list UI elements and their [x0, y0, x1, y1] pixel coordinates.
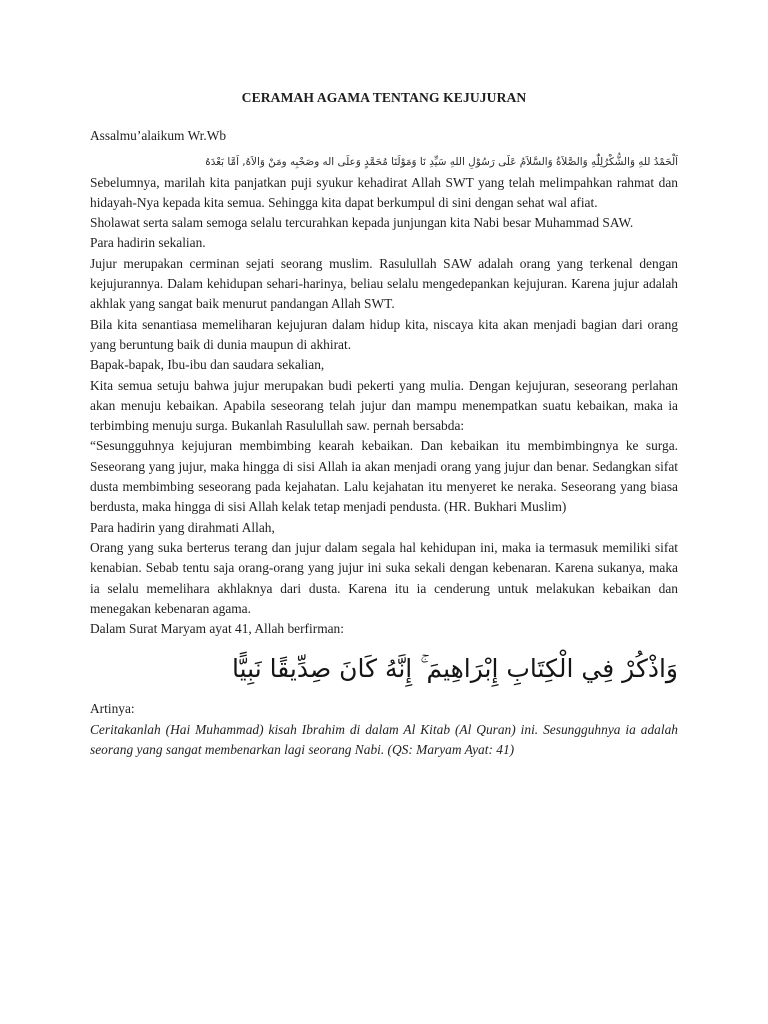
- paragraph-address-1: Para hadirin sekalian.: [90, 235, 206, 251]
- translation-text: Ceritakanlah (Hai Muhammad) kisah Ibrahim di dalam Al Kitab (Al Quran) ini. Sesungguhnya ia adalah seorang yang sangat membenarkan lagi seorang Nabi. (QS: Maryam Ayat: 41): [90, 721, 678, 758]
- paragraph-budi-pekerti: Kita semua setuju bahwa jujur merupakan budi pekerti yang mulia. Dengan kejujuran, seseorang perlahan akan menuju kebaikan. Apabila seseorang telah jujur dan mampu menempatkan suatu kebaikan, maka ia terbimbing menuju surga. Bukanlah Rasulullah saw. pernah bersabda:: [90, 377, 678, 434]
- paragraph-hadith-quote: “Sesungguhnya kejujuran membimbing kearah kebaikan. Dan kebaikan itu membimbingnya ke surga. Seseorang yang jujur, maka hingga di sisi Allah ia akan menjadi orang yang jujur dan benar. Sedangkan sifat dusta membimbing seseorang pada kejahatan. Lalu kejahatan itu menyeret ke neraka. Seseorang yang biasa berdusta, maka hingga di sisi Allah kelak tetap menjadi pendusta. (HR. Bukhari Muslim): [90, 438, 678, 515]
- paragraph-jujur-cerminan: Jujur merupakan cerminan sejati seorang muslim. Rasulullah SAW adalah orang yang terkenal dengan kejujurannya. Dalam kehidupan sehari-harinya, beliau selalu mengedepankan kejujuran. Karena jujur adalah akhlak yang sangat baik menurut pandangan Allah SWT.: [90, 255, 678, 312]
- translation-label: Artinya:: [90, 701, 135, 717]
- paragraph-sholawat: Sholawat serta salam semoga selalu tercurahkan kepada junjungan kita Nabi besar Muhammad SAW.: [90, 215, 634, 231]
- arabic-opening-text: اَلْحَمْدُ للهِ وَالشُّكْرُلِلّٰهِ وَالصَّلاَةُ وَالسَّلاَمُ عَلَى رَسُوْلِ اللهِ سَيِّدِ نَا وَمَوْلَنَا مُحَمَّدٍ وَعلَى اله وصَحْبِه ومَنْ وَالاَهُ, اَمَّا بَعْدَهُ: [205, 155, 678, 168]
- greeting-text: Assalmu’alaikum Wr.Wb: [90, 128, 227, 144]
- quran-verse-arabic: وَاذْكُرْ فِي الْكِتَابِ إِبْرَاهِيمَ ۚ إِنَّهُ كَانَ صِدِّيقًا نَبِيًّا: [231, 654, 678, 684]
- document-title: CERAMAH AGAMA TENTANG KEJUJURAN: [241, 90, 527, 105]
- paragraph-address-3: Para hadirin yang dirahmati Allah,: [90, 519, 275, 535]
- document-page: [90, 88, 678, 760]
- paragraph-memelihara-kejujuran: Bila kita senantiasa memeliharan kejujuran dalam hidup kita, niscaya kita akan menjadi bagian dari orang yang beruntung baik di dunia maupun di akhirat.: [90, 316, 678, 352]
- paragraph-sifat-kenabian: Orang yang suka berterus terang dan jujur dalam segala hal kehidupan ini, maka ia termasuk memiliki sifat kenabian. Sebab tentu saja orang-orang yang jujur ini suka sekali dengan kebenaran. Karena sukanya, maka ia selalu memelihara akhlaknya dari dusta. Karena itu ia cenderung untuk melakukan kebaikan dan menegakan kebenaran agama.: [90, 539, 678, 616]
- paragraph-address-2: Bapak-bapak, Ibu-ibu dan saudara sekalian,: [90, 357, 325, 373]
- paragraph-opening: Sebelumnya, marilah kita panjatkan puji syukur kehadirat Allah SWT yang telah melimpahkan rahmat dan hidayah-Nya kepada kita semua. Sehingga kita dapat berkumpul di sini dengan sehat wal afiat.: [90, 174, 678, 210]
- paragraph-surat-intro: Dalam Surat Maryam ayat 41, Allah berfirman:: [90, 621, 344, 637]
